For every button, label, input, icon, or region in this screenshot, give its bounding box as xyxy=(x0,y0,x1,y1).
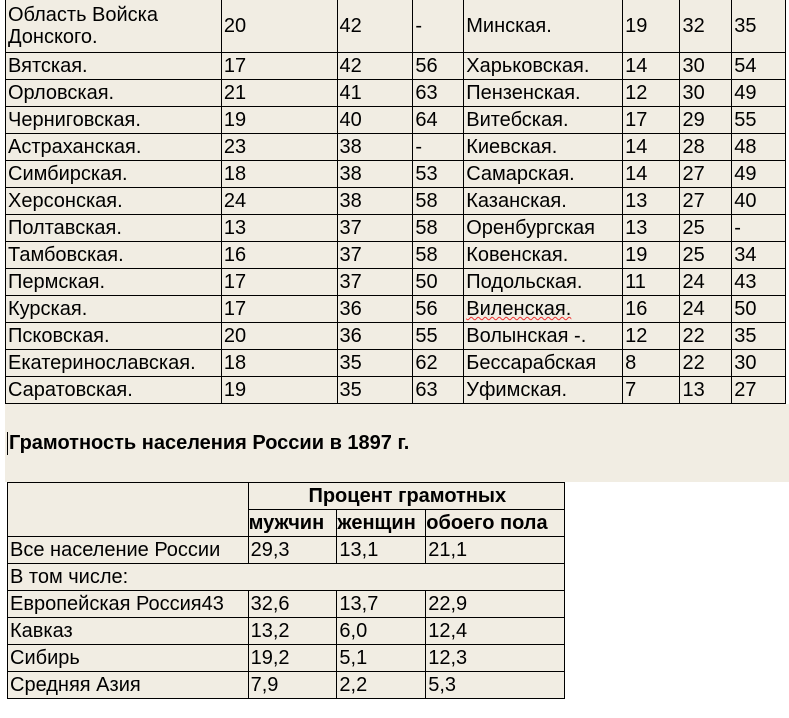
province-name-cell: Симбирская. xyxy=(6,161,222,188)
value-cell: 19 xyxy=(623,0,680,53)
province-name-cell: Пермская. xyxy=(6,269,222,296)
value-cell: 20 xyxy=(221,0,337,53)
value-cell: 11 xyxy=(623,269,680,296)
value-cell: 16 xyxy=(623,296,680,323)
value-cell: 12 xyxy=(623,323,680,350)
value-cell: 38 xyxy=(337,134,413,161)
value-cell: 27 xyxy=(680,188,732,215)
table-row xyxy=(6,377,786,404)
value-cell: 35 xyxy=(337,350,413,377)
column-header: женщин xyxy=(337,510,426,537)
value-cell: 13 xyxy=(221,215,337,242)
province-name-cell: Псковская. xyxy=(6,323,222,350)
value-cell: 56 xyxy=(413,296,464,323)
province-name-cell: Орловская. xyxy=(6,80,222,107)
value-cell: 63 xyxy=(413,377,464,404)
value-cell: 43 xyxy=(732,269,786,296)
value-cell: 13 xyxy=(623,188,680,215)
value-cell: 49 xyxy=(732,80,786,107)
value-cell: 13 xyxy=(680,377,732,404)
table-row xyxy=(8,591,565,618)
value-cell: 29 xyxy=(680,107,732,134)
value-cell: 53 xyxy=(413,161,464,188)
region-name-cell: Европейская Россия43 xyxy=(8,591,249,618)
value-cell: 36 xyxy=(337,296,413,323)
value-cell: 63 xyxy=(413,80,464,107)
table-row xyxy=(6,296,786,323)
value-cell: - xyxy=(732,215,786,242)
value-cell: 22 xyxy=(680,323,732,350)
value-cell: 58 xyxy=(413,242,464,269)
value-cell: 41 xyxy=(337,80,413,107)
percent-cell: 22,9 xyxy=(426,591,565,618)
value-cell: 14 xyxy=(623,53,680,80)
value-cell: 37 xyxy=(337,215,413,242)
province-name-cell: Минская. xyxy=(464,0,623,53)
province-name-cell: Вятская. xyxy=(6,53,222,80)
percent-cell: 21,1 xyxy=(426,537,565,564)
province-name-cell: Волынская -. xyxy=(464,323,623,350)
table-row xyxy=(6,323,786,350)
province-name-cell: Пензенская. xyxy=(464,80,623,107)
value-cell: 42 xyxy=(337,0,413,53)
province-name-cell: Екатеринославская. xyxy=(6,350,222,377)
value-cell: 55 xyxy=(413,323,464,350)
value-cell: 27 xyxy=(680,161,732,188)
table-row xyxy=(6,350,786,377)
table-row xyxy=(6,134,786,161)
province-name-cell: Оренбургская xyxy=(464,215,623,242)
percent-cell: 19,2 xyxy=(248,645,337,672)
percent-cell: 12,3 xyxy=(426,645,565,672)
value-cell: 42 xyxy=(337,53,413,80)
province-name-cell: Бессарабская xyxy=(464,350,623,377)
value-cell: 30 xyxy=(732,350,786,377)
section-heading: Грамотность населения России в 1897 г. xyxy=(9,432,410,454)
value-cell: 17 xyxy=(221,269,337,296)
value-cell: 24 xyxy=(680,269,732,296)
percent-cell: 12,4 xyxy=(426,618,565,645)
percent-cell: 32,6 xyxy=(248,591,337,618)
value-cell: 19 xyxy=(221,107,337,134)
value-cell: 27 xyxy=(732,377,786,404)
province-name-cell: Тамбовская. xyxy=(6,242,222,269)
percent-cell: 7,9 xyxy=(248,672,337,699)
value-cell: 54 xyxy=(732,53,786,80)
value-cell: 64 xyxy=(413,107,464,134)
value-cell: 38 xyxy=(337,161,413,188)
value-cell: 37 xyxy=(337,269,413,296)
value-cell: 35 xyxy=(732,323,786,350)
table-row xyxy=(8,564,565,591)
value-cell: 58 xyxy=(413,188,464,215)
table-row xyxy=(6,269,786,296)
province-name-cell xyxy=(464,296,623,323)
table-row xyxy=(8,618,565,645)
value-cell: 17 xyxy=(623,107,680,134)
value-cell: 20 xyxy=(221,323,337,350)
value-cell: 16 xyxy=(221,242,337,269)
value-cell: 19 xyxy=(623,242,680,269)
province-name-cell: Витебская. xyxy=(464,107,623,134)
province-name-cell: Область Войска Донского. xyxy=(6,0,222,53)
table-row xyxy=(6,242,786,269)
table-row xyxy=(6,107,786,134)
group-header: Процент грамотных xyxy=(248,483,564,510)
percent-cell: 6,0 xyxy=(337,618,426,645)
table-row xyxy=(6,161,786,188)
value-cell: 13 xyxy=(623,215,680,242)
value-cell: 12 xyxy=(623,80,680,107)
province-name-cell: Курская. xyxy=(6,296,222,323)
province-name-cell: Херсонская. xyxy=(6,188,222,215)
value-cell: 28 xyxy=(680,134,732,161)
value-cell: 32 xyxy=(680,0,732,53)
value-cell: 40 xyxy=(337,107,413,134)
percent-cell: 13,1 xyxy=(337,537,426,564)
value-cell: 62 xyxy=(413,350,464,377)
value-cell: - xyxy=(413,134,464,161)
literacy-by-province-table xyxy=(5,0,786,404)
region-name-cell: Средняя Азия xyxy=(8,672,249,699)
value-cell: 25 xyxy=(680,215,732,242)
value-cell: 19 xyxy=(221,377,337,404)
literacy-1897-table xyxy=(7,482,565,699)
column-header: обоего пола xyxy=(426,510,565,537)
value-cell: 18 xyxy=(221,161,337,188)
value-cell: 21 xyxy=(221,80,337,107)
region-name-cell: Кавказ xyxy=(8,618,249,645)
table-row xyxy=(6,188,786,215)
province-name-cell: Подольская. xyxy=(464,269,623,296)
value-cell: 30 xyxy=(680,80,732,107)
value-cell: 14 xyxy=(623,134,680,161)
value-cell: 50 xyxy=(413,269,464,296)
province-name-cell: Самарская. xyxy=(464,161,623,188)
region-name-cell: В том числе: xyxy=(8,564,565,591)
value-cell: 35 xyxy=(337,377,413,404)
province-name-cell: Полтавская. xyxy=(6,215,222,242)
value-cell: 30 xyxy=(680,53,732,80)
value-cell: 7 xyxy=(623,377,680,404)
header-row xyxy=(8,483,565,510)
table-row xyxy=(6,53,786,80)
value-cell: 58 xyxy=(413,215,464,242)
province-name-cell: Ковенская. xyxy=(464,242,623,269)
region-name-cell: Сибирь xyxy=(8,645,249,672)
province-name-cell: Саратовская. xyxy=(6,377,222,404)
province-name-cell: Киевская. xyxy=(464,134,623,161)
value-cell: 49 xyxy=(732,161,786,188)
value-cell: 35 xyxy=(732,0,786,53)
column-header: мужчин xyxy=(248,510,337,537)
misspelled-word: Виленская. xyxy=(466,298,572,320)
table-row xyxy=(6,215,786,242)
percent-cell: 13,7 xyxy=(337,591,426,618)
region-name-cell: Все население России xyxy=(8,537,249,564)
value-cell: 25 xyxy=(680,242,732,269)
value-cell: 48 xyxy=(732,134,786,161)
percent-cell: 2,2 xyxy=(337,672,426,699)
value-cell: 17 xyxy=(221,296,337,323)
province-name-cell: Уфимская. xyxy=(464,377,623,404)
table-row xyxy=(8,645,565,672)
percent-cell: 13,2 xyxy=(248,618,337,645)
value-cell: 36 xyxy=(337,323,413,350)
percent-cell: 29,3 xyxy=(248,537,337,564)
province-name-cell: Харьковская. xyxy=(464,53,623,80)
value-cell: 34 xyxy=(732,242,786,269)
value-cell: 50 xyxy=(732,296,786,323)
value-cell: 40 xyxy=(732,188,786,215)
percent-cell: 5,1 xyxy=(337,645,426,672)
value-cell: 22 xyxy=(680,350,732,377)
table-row xyxy=(8,672,565,699)
table-row xyxy=(8,537,565,564)
value-cell: 24 xyxy=(680,296,732,323)
percent-cell: 5,3 xyxy=(426,672,565,699)
value-cell: 55 xyxy=(732,107,786,134)
province-name-cell: Казанская. xyxy=(464,188,623,215)
empty-header-cell xyxy=(8,483,249,537)
table-row xyxy=(6,80,786,107)
value-cell: 24 xyxy=(221,188,337,215)
value-cell: 56 xyxy=(413,53,464,80)
value-cell: - xyxy=(413,0,464,53)
value-cell: 23 xyxy=(221,134,337,161)
province-name-cell: Астраханская. xyxy=(6,134,222,161)
value-cell: 17 xyxy=(221,53,337,80)
value-cell: 38 xyxy=(337,188,413,215)
value-cell: 18 xyxy=(221,350,337,377)
table-row xyxy=(6,0,786,53)
value-cell: 8 xyxy=(623,350,680,377)
value-cell: 37 xyxy=(337,242,413,269)
province-name-cell: Черниговская. xyxy=(6,107,222,134)
value-cell: 14 xyxy=(623,161,680,188)
